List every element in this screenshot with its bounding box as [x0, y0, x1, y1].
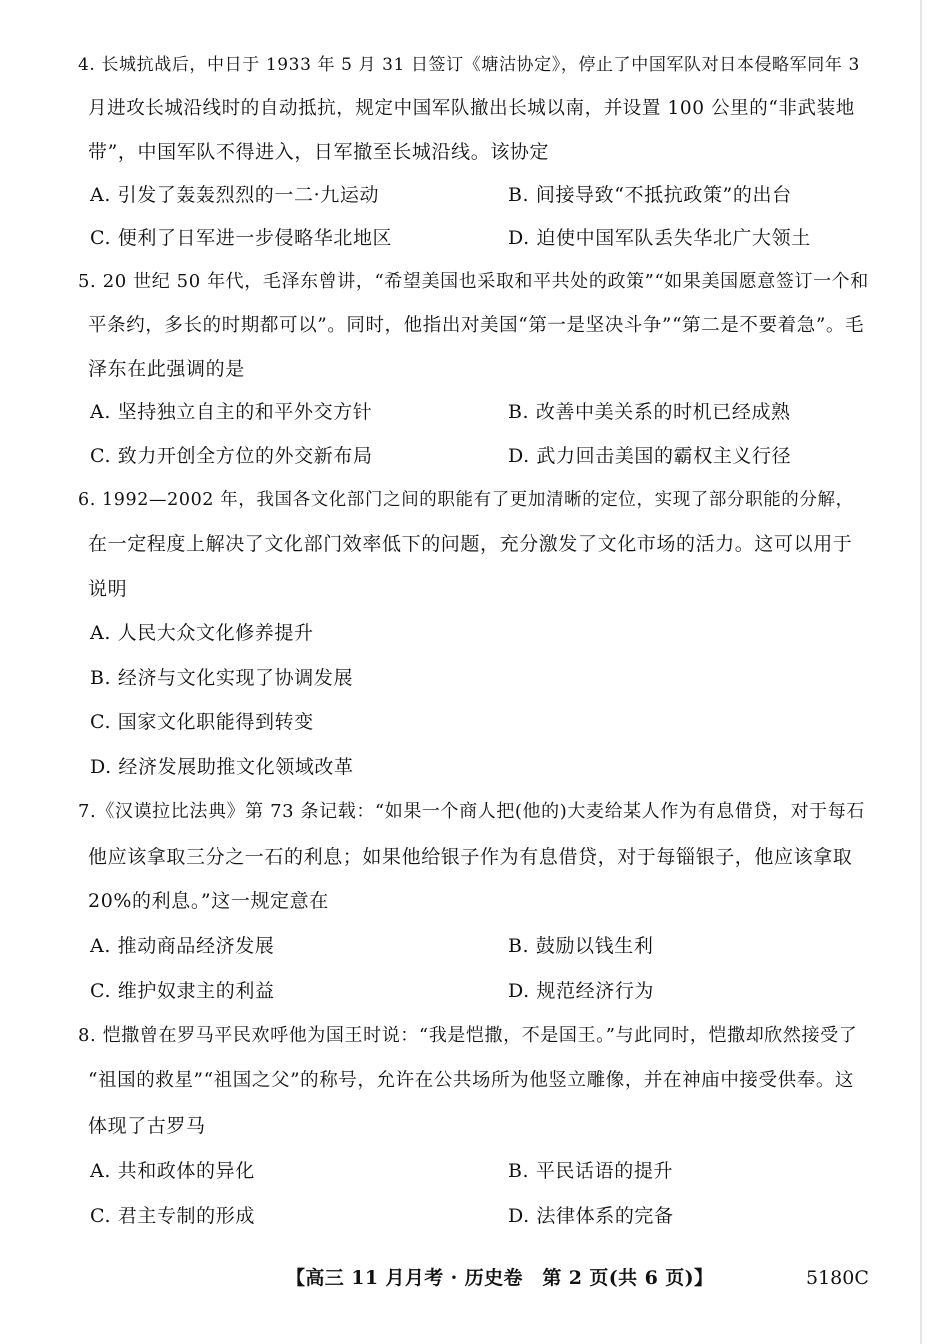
question-6-line-1: 6. 1992—2002 年，我国各文化部门之间的职能有了更加清晰的定位，实现了部分职能的分解， — [78, 490, 854, 510]
question-6-option-a: A. 人民大众文化修养提升 — [90, 622, 314, 644]
question-6-option-b: B. 经济与文化实现了协调发展 — [90, 667, 354, 689]
question-8-option-c: C. 君主专制的形成 — [90, 1205, 255, 1227]
question-5-line-3: 泽东在此强调的是 — [88, 358, 245, 380]
question-5-line-1: 5. 20 世纪 50 年代，毛泽东曾讲，“希望美国也采取和平共处的政策”“如果美国愿意签订一个和 — [78, 271, 869, 292]
question-6-option-c: C. 国家文化职能得到转变 — [90, 711, 314, 733]
question-6-option-d: D. 经济发展助推文化领域改革 — [90, 756, 354, 778]
question-7-option-c: C. 维护奴隶主的利益 — [90, 980, 275, 1002]
question-5-option-b: B. 改善中美关系的时机已经成熟 — [508, 401, 791, 423]
question-4-line-1: 4. 长城抗战后，中日于 1933 年 5 月 31 日签订《塘沽协定》，停止了中国军队对日本侵略军同年 3 — [78, 55, 860, 75]
question-7-option-b: B. 鼓励以钱生利 — [508, 935, 654, 957]
question-7-line-1: 7.《汉谟拉比法典》第 73 条记载：“如果一个商人把(他的)大麦给某人作为有息借贷，对于每石 — [78, 801, 865, 822]
question-7-line-2: 他应该拿取三分之一石的利息；如果他给银子作为有息借贷，对于每锱银子，他应该拿取 — [88, 846, 853, 868]
question-6-line-3: 说明 — [88, 578, 128, 600]
question-5-option-c: C. 致力开创全方位的外交新布局 — [90, 445, 373, 467]
page-edge — [920, 0, 922, 1344]
question-4-option-d: D. 迫使中国军队丢失华北广大领土 — [508, 227, 811, 249]
question-7-line-3: 20%的利息。”这一规定意在 — [88, 890, 329, 912]
question-8-option-a: A. 共和政体的异化 — [90, 1160, 255, 1182]
question-8-line-3: 体现了古罗马 — [88, 1115, 206, 1137]
question-6-line-2: 在一定程度上解决了文化部门效率低下的问题，充分激发了文化市场的活力。这可以用于 — [88, 533, 853, 555]
question-8-line-1: 8. 恺撒曾在罗马平民欢呼他为国王时说：“我是恺撒，不是国王。”与此同时，恺撒却欣然接受了 — [78, 1025, 858, 1046]
question-8-line-2: “祖国的救星”“祖国之父”的称号，允许在公共场所为他竖立雕像，并在神庙中接受供奉。这 — [88, 1070, 855, 1091]
question-4-option-c: C. 便利了日军进一步侵略华北地区 — [90, 227, 393, 249]
question-4-line-3: 带”，中国军队不得进入，日军撤至长城沿线。该协定 — [88, 141, 550, 163]
question-4-option-a: A. 引发了轰轰烈烈的一二·九运动 — [90, 184, 380, 206]
question-7-option-a: A. 推动商品经济发展 — [90, 935, 275, 957]
question-5-option-d: D. 武力回击美国的霸权主义行径 — [508, 445, 792, 467]
question-4-option-b: B. 间接导致“不抵抗政策”的出台 — [508, 184, 792, 206]
question-5-option-a: A. 坚持独立自主的和平外交方针 — [90, 401, 373, 423]
question-7-option-d: D. 规范经济行为 — [508, 980, 655, 1002]
page-footer-code: 5180C — [806, 1267, 869, 1289]
question-5-line-2: 平条约，多长的时期都可以”。同时，他指出对美国“第一是坚决斗争”“第二是不要着急”。毛 — [88, 315, 865, 336]
page-footer-title: 【高三 11 月月考 · 历史卷 第 2 页(共 6 页)】 — [286, 1267, 714, 1289]
question-8-option-b: B. 平民话语的提升 — [508, 1160, 674, 1182]
question-8-option-d: D. 法律体系的完备 — [508, 1205, 674, 1227]
question-4-line-2: 月进攻长城沿线时的自动抵抗，规定中国军队撤出长城以南，并设置 100 公里的“非武装地 — [88, 98, 855, 119]
